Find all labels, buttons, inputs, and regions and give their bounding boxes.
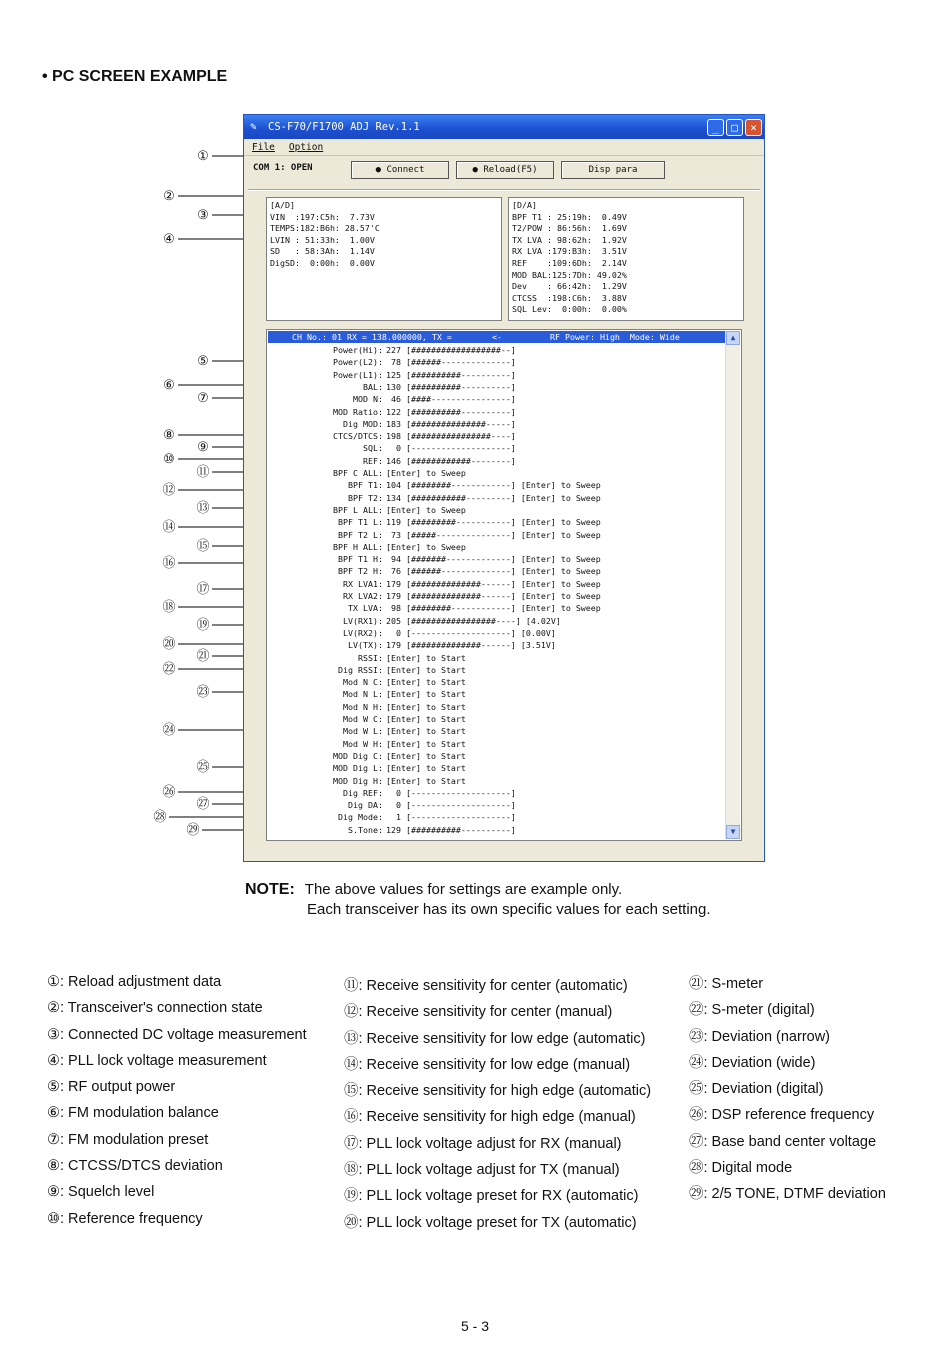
list-row[interactable] [267,627,727,639]
legend-item: ⑰: PLL lock voltage adjust for RX (manual) [344,1135,622,1152]
callout-29: ㉙ [186,822,200,837]
list-row[interactable] [267,664,727,676]
row-value: 130 [##########----------] [386,381,516,392]
legend-item: ⑤: RF output power [47,1079,176,1096]
row-value: [Enter] to Start [386,701,466,712]
row-label: MOD Dig L: [333,763,383,774]
list-row[interactable] [267,541,727,553]
callout-17: ⑰ [196,581,210,596]
row-label: LV(RX2): [343,627,383,638]
list-row[interactable] [267,688,727,700]
legend-item: ㉑: S-meter [689,976,764,992]
list-row[interactable] [267,418,727,430]
list-row[interactable] [267,393,727,405]
legend-item: ②: Transceiver's connection state [47,1000,263,1017]
header-arrow: <- [492,332,502,342]
ad-line: LVIN : 51:33h: 1.00V [270,234,375,245]
callout-6: ⑥ [163,377,175,392]
callout-18: ⑱ [162,599,176,614]
list-row[interactable] [267,430,727,442]
da-line: REF :109:6Dh: 2.14V [512,257,627,268]
row-label: Dig REF: [343,787,383,798]
da-line: T2/POW : 86:56h: 1.69V [512,223,627,234]
list-row[interactable] [267,442,727,454]
row-label: BPF T1 L: [338,517,383,528]
da-line: CTCSS :198:C6h: 3.88V [512,292,627,303]
toolbar [250,157,756,185]
row-label: Mod W L: [343,726,383,737]
legend-item: ㉓: Deviation (narrow) [689,1028,831,1045]
row-label: MOD Dig H: [333,775,383,786]
row-value: [Enter] to Start [386,664,466,675]
row-value: [Enter] to Start [386,714,466,724]
row-value: 179 [##############------] [3.51V] [386,640,556,651]
callout-20: ⑳ [162,636,176,651]
legend-item: ⑮: Receive sensitivity for high edge (automatic) [344,1083,652,1100]
list-row[interactable] [267,787,727,799]
row-value: 0 [--------------------] [386,443,516,454]
scroll-up-icon[interactable]: ▲ [726,331,740,345]
callout-21: ㉑ [196,648,210,663]
row-label: REF: [363,455,383,466]
app-icon: ✎ [250,120,257,133]
da-panel [508,197,744,321]
callout-19: ⑲ [196,617,210,632]
callout-14: ⑭ [162,519,176,534]
row-label: BPF T2: [348,492,383,503]
callout-28: ㉘ [153,809,167,824]
list-row[interactable] [267,701,727,713]
list-row[interactable] [267,516,727,528]
row-value: 119 [#########-----------] [Enter] to Sweep [386,517,601,528]
row-label: BPF T2 H: [338,566,383,577]
row-value: 183 [###############-----] [386,418,516,429]
list-row[interactable] [267,590,727,602]
legend-item: ①: Reload adjustment data [47,974,222,990]
list-row[interactable] [267,455,727,467]
legend-column-3 [689,972,886,1209]
list-row[interactable] [267,467,727,479]
row-value: 146 [############--------] [386,455,516,466]
row-value: [Enter] to Start [386,677,466,688]
row-label: Power(Hi): [333,345,383,355]
row-value: 179 [##############------] [Enter] to Sweep [386,591,601,601]
list-row[interactable] [267,750,727,762]
legend-item: ㉖: DSP reference frequency [689,1107,875,1124]
row-value: [Enter] to Sweep [386,541,466,552]
row-value: 134 [###########---------] [Enter] to Sweep [386,492,601,503]
row-value: 227 [##################--] [386,345,516,355]
list-header [268,331,726,343]
ad-line: DigSD: 0:00h: 0.00V [270,257,375,268]
row-label: BPF T2 L: [338,529,383,540]
row-value: 46 [####----------------] [386,394,516,405]
row-label: Dig MOD: [343,418,383,429]
toolbar-divider [248,189,760,191]
row-label: BPF H ALL: [333,541,383,552]
list-row[interactable] [267,381,727,393]
row-value: 129 [##########----------] [386,824,516,835]
callout-1: ① [197,148,209,163]
legend-item: ⑲: PLL lock voltage preset for RX (automatic) [344,1188,639,1205]
ad-line: VIN :197:C5h: 7.73V [270,211,375,222]
row-value: 78 [######--------------] [386,357,516,368]
list-row[interactable] [267,762,727,774]
callout-27: ㉗ [196,796,210,811]
callout-22: ㉒ [162,661,176,676]
connect-button[interactable]: ● Connect [351,161,449,179]
legend-item: ⑧: CTCSS/DTCS deviation [47,1158,223,1175]
callout-4: ④ [163,231,175,246]
legend-item: ⑩: Reference frequency [47,1210,203,1227]
list-row[interactable] [267,775,727,787]
list-scrollbar[interactable] [725,331,740,839]
legend-item: ㉘: Digital mode [689,1160,793,1177]
row-label: BPF T1: [348,480,383,491]
list-row[interactable] [267,578,727,590]
callout-23: ㉓ [196,684,210,699]
com-status: COM 1: OPEN [253,163,313,173]
row-value: 198 [################----] [386,431,516,442]
minimize-button[interactable]: _ [707,119,724,136]
row-label: LV(TX): [348,640,383,651]
legend-item: ⑥: FM modulation balance [47,1105,219,1122]
row-label: MOD Dig C: [333,750,383,761]
legend-item: ⑦: FM modulation preset [47,1131,209,1148]
row-value: [Enter] to Start [386,726,466,737]
menu-bar [244,139,764,156]
callout-15: ⑮ [196,538,210,553]
ad-line: SD : 58:3Ah: 1.14V [270,246,375,257]
row-label: BPF T1 H: [338,554,383,565]
reload-button[interactable]: ● Reload(F5) [456,161,554,179]
callout-11: ⑪ [196,464,210,479]
row-label: BPF L ALL: [333,504,383,515]
window-title: CS-F70/F1700 ADJ Rev.1.1 [268,121,420,133]
legend-column-1 [47,974,307,1237]
row-label: CTCS/DTCS: [333,431,383,442]
da-line: BPF T1 : 25:19h: 0.49V [512,211,627,222]
ad-line: TEMPS:182:B6h: 28.57'C [270,223,380,234]
row-value: 0 [--------------------] [0.00V] [386,627,556,638]
callout-16: ⑯ [162,555,176,570]
row-label: Mod N L: [343,689,383,700]
row-label: S.Tone: [348,824,383,835]
da-line: TX LVA : 98:62h: 1.92V [512,234,627,245]
rf-power-mode: RF Power: High Mode: Wide [550,332,680,342]
list-row[interactable] [267,356,727,368]
legend-item: ⑪: Receive sensitivity for center (automatic) [344,978,628,994]
list-row[interactable] [267,565,727,577]
list-row[interactable] [267,344,727,356]
list-row[interactable] [267,492,727,504]
list-row[interactable] [267,615,727,627]
legend-item: ⑭: Receive sensitivity for low edge (manual) [344,1056,631,1073]
list-row[interactable] [267,369,727,381]
ad-line: [A/D] [270,200,295,210]
list-row[interactable] [267,725,727,737]
legend-item: ⑨: Squelch level [47,1184,155,1201]
row-value: 98 [########------------] [Enter] to Sweep [386,603,601,614]
row-label: Mod W C: [343,714,383,724]
legend-item: ㉒: S-meter (digital) [689,1002,815,1019]
row-label: Dig RSSI: [338,664,383,675]
legend-item: ⑬: Receive sensitivity for low edge (automatic) [344,1030,646,1047]
da-line: Dev : 66:42h: 1.29V [512,281,627,292]
note-line-2: Each transceiver has its own specific values for each setting. [307,901,711,918]
row-value: 125 [##########----------] [386,369,516,380]
legend-item: ⑫: Receive sensitivity for center (manual) [344,1004,613,1021]
row-value: [Enter] to Sweep [386,468,466,478]
disp-para-button[interactable]: Disp para [561,161,665,179]
callout-5: ⑤ [197,353,209,368]
callout-26: ㉖ [162,784,176,799]
note-label: NOTE: [245,881,295,898]
da-line: SQL Lev: 0:00h: 0.00% [512,304,627,315]
menu-option[interactable]: Option [288,141,324,153]
list-row[interactable] [267,713,727,725]
row-label: Dig DA: [348,800,383,811]
row-value: [Enter] to Start [386,763,466,774]
list-row[interactable] [267,504,727,516]
row-value: [Enter] to Start [386,775,466,786]
row-value: [Enter] to Start [386,750,466,761]
list-row[interactable] [267,738,727,750]
da-line: RX LVA :179:B3h: 3.51V [512,246,627,257]
scroll-down-icon[interactable]: ▼ [726,825,740,839]
note-line-1: The above values for settings are example only. [304,881,623,898]
legend-column-2 [344,974,651,1237]
legend-item: ③: Connected DC voltage measurement [47,1026,307,1043]
row-value: 104 [########------------] [Enter] to Sweep [386,480,601,491]
row-label: BPF C ALL: [333,468,383,478]
channel-info: CH No.: 01 RX = 138.000000, TX = [292,332,452,342]
callout-9: ⑨ [197,439,209,454]
callout-3: ③ [197,207,209,222]
list-row[interactable] [267,811,727,823]
close-button[interactable]: ✕ [745,119,762,136]
list-row[interactable] [267,639,727,651]
row-value: 0 [--------------------] [386,787,516,798]
page-number: 5 - 3 [460,1318,489,1334]
callout-10: ⑩ [163,451,175,466]
row-label: MOD N: [353,394,383,405]
callout-13: ⑬ [196,500,210,515]
row-label: RX LVA1: [343,578,383,589]
legend-item: ㉔: Deviation (wide) [689,1054,816,1071]
row-label: Mod W H: [343,738,383,749]
ad-panel [266,197,502,321]
adjustment-list[interactable] [266,329,742,841]
row-value: 73 [#####---------------] [Enter] to Sweep [386,529,601,540]
list-row[interactable] [267,479,727,491]
callout-25: ㉕ [196,759,210,774]
section-heading: • PC SCREEN EXAMPLE [42,68,228,85]
row-value: 76 [######--------------] [Enter] to Sweep [386,566,601,577]
callout-2: ② [163,188,175,203]
legend-item: ④: PLL lock voltage measurement [47,1052,267,1069]
row-label: TX LVA: [348,603,383,614]
row-value: 179 [##############------] [Enter] to Sweep [386,578,601,589]
list-row[interactable] [267,824,727,836]
callout-12: ⑫ [162,482,176,497]
list-row[interactable] [267,553,727,565]
da-line: MOD BAL:125:7Dh: 49.02% [512,269,627,280]
list-row[interactable] [267,602,727,614]
legend-item: ㉙: 2/5 TONE, DTMF deviation [689,1186,886,1203]
row-label: Power(L2): [333,357,383,368]
row-value: [Enter] to Start [386,652,466,663]
title-bar [244,115,764,139]
row-label: LV(RX1): [343,615,383,626]
row-label: RSSI: [358,652,383,663]
row-label: BAL: [363,381,383,392]
row-value: 94 [#######-------------] [Enter] to Sweep [386,554,601,565]
legend-item: ⑳: PLL lock voltage preset for TX (automatic) [344,1214,637,1231]
row-value: [Enter] to Start [386,738,466,749]
da-line: [D/A] [512,200,537,210]
legend-item: ⑱: PLL lock voltage adjust for TX (manual) [344,1162,620,1179]
row-value: 205 [#################----] [4.02V] [386,615,561,626]
row-value: 122 [##########----------] [386,406,516,417]
row-label: RX LVA2: [343,591,383,601]
row-label: Power(L1): [333,369,383,380]
row-label: MOD Ratio: [333,406,383,417]
list-row[interactable] [267,652,727,664]
list-row[interactable] [267,676,727,688]
callout-24: ㉔ [162,722,176,737]
app-window [243,114,765,862]
row-label: Mod N C: [343,677,383,688]
row-value: 1 [--------------------] [386,812,516,823]
legend-item: ⑯: Receive sensitivity for high edge (manual) [344,1109,636,1126]
row-value: [Enter] to Start [386,689,466,700]
legend-item: ㉗: Base band center voltage [689,1133,877,1150]
callout-8: ⑧ [163,427,175,442]
row-value: [Enter] to Sweep [386,504,466,515]
list-row[interactable] [267,529,727,541]
legend-item: ㉕: Deviation (digital) [689,1081,824,1098]
note [245,880,711,920]
row-label: SQL: [363,443,383,454]
maximize-button[interactable]: □ [726,119,743,136]
row-label: Dig Mode: [338,812,383,823]
callout-7: ⑦ [197,390,209,405]
row-label: Mod N H: [343,701,383,712]
menu-file[interactable]: File [252,141,275,153]
list-row[interactable] [267,406,727,418]
row-value: 0 [--------------------] [386,800,516,811]
list-row[interactable] [267,799,727,811]
